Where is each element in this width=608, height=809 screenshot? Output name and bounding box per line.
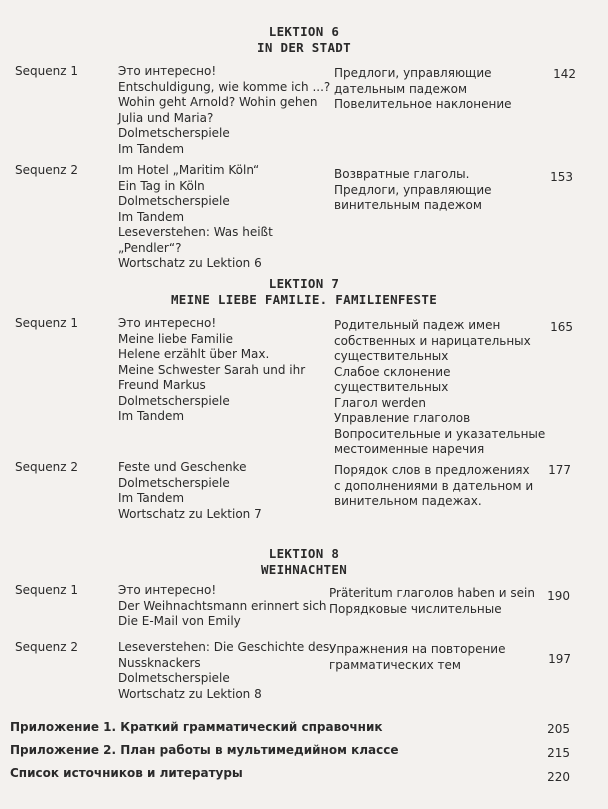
- topic-line: Dolmetscherspiele: [118, 194, 230, 208]
- lesson7-seq1-topics: [118, 316, 333, 425]
- lesson8-seq1-label: Sequenz 1: [15, 583, 78, 597]
- sources-label: Список источников и литературы: [10, 766, 243, 780]
- lesson6-seq1-topics: [118, 64, 333, 157]
- lesson8-subtitle: WEIHNACHTEN: [260, 562, 348, 577]
- topic-line: Wortschatz zu Lektion 8: [118, 686, 262, 701]
- lesson7-heading: [0, 276, 608, 308]
- grammar-line: Вопросительные и указательные: [334, 426, 546, 441]
- topic-line: Ein Tag in Köln: [118, 178, 205, 193]
- topic-line: Der Weihnachtsmann erinnert sich: [118, 598, 327, 613]
- lesson8-seq2-page: 197: [548, 652, 571, 666]
- grammar-line: Повелительное наклонение: [334, 97, 512, 111]
- topic-line: Im Tandem: [118, 141, 185, 156]
- lesson7-seq2-grammar: [334, 463, 539, 510]
- topic-line: Dolmetscherspiele: [118, 671, 230, 685]
- grammar-line: Глагол werden: [334, 395, 426, 410]
- lesson8-seq2-grammar: [329, 642, 534, 673]
- grammar-line: винительным падежом: [334, 198, 482, 212]
- grammar-line: существительных: [334, 380, 449, 394]
- topic-line: Helene erzählt über Max.: [118, 347, 270, 361]
- topic-line: Die E-Mail von Emily: [118, 614, 241, 628]
- topic-line: Leseverstehen: Was heißt: [118, 225, 273, 239]
- lesson7-seq1-grammar: [334, 318, 546, 458]
- topic-line: Dolmetscherspiele: [118, 393, 230, 408]
- lesson6-seq2-label: Sequenz 2: [15, 163, 78, 177]
- topic-line: Feste und Geschenke: [118, 460, 247, 474]
- lesson6-title: LEKTION 6: [268, 24, 340, 39]
- topic-line: Wortschatz zu Lektion 7: [118, 506, 262, 521]
- grammar-line: Präteritum глаголов haben и sein: [329, 586, 535, 600]
- lesson8-seq1-page: 190: [547, 589, 570, 603]
- grammar-line: грамматических тем: [329, 657, 461, 672]
- topic-line: Dolmetscherspiele: [118, 475, 230, 490]
- lesson8-seq1-grammar: [329, 586, 534, 617]
- lesson6-seq2-topics: [118, 163, 333, 272]
- lesson6-subtitle: IN DER STADT: [257, 40, 351, 55]
- appendix-2-page: 215: [547, 746, 570, 760]
- topic-line: Im Tandem: [118, 491, 185, 505]
- appendix-2-label: Приложение 2. План работы в мультимедийном классе: [10, 743, 399, 757]
- topic-line: Im Tandem: [118, 409, 185, 423]
- appendix-1-page: 205: [547, 722, 570, 736]
- grammar-line: винительном падежах.: [334, 494, 482, 508]
- grammar-line: с дополнениями в дательном и: [334, 478, 534, 493]
- grammar-line: Слабое склонение: [334, 364, 451, 379]
- lesson7-subtitle: MEINE LIEBE FAMILIE. FAMILIENFESTE: [170, 292, 438, 307]
- topic-line: Im Hotel „Maritim Köln“: [118, 163, 260, 177]
- sources-page: 220: [547, 770, 570, 784]
- topic-line: Meine liebe Familie: [118, 331, 233, 346]
- topic-line: Wohin geht Arnold? Wohin gehen: [118, 95, 318, 109]
- grammar-line: местоименные наречия: [334, 442, 485, 456]
- topic-line: Dolmetscherspiele: [118, 126, 230, 140]
- grammar-line: Родительный падеж имен: [334, 318, 501, 332]
- grammar-line: собственных и нарицательных: [334, 333, 531, 348]
- lesson8-seq2-topics: [118, 640, 333, 702]
- topic-line: Nussknackers: [118, 655, 201, 670]
- topic-line: Это интересно!: [118, 64, 217, 78]
- grammar-line: Управление глаголов: [334, 411, 471, 425]
- lesson6-seq2-grammar: [334, 167, 539, 214]
- lesson7-seq2-topics: [118, 460, 333, 522]
- topic-line: Это интересно!: [118, 583, 217, 597]
- topic-line: Im Tandem: [118, 209, 185, 224]
- topic-line: Meine Schwester Sarah und ihr: [118, 362, 306, 377]
- topic-line: Wortschatz zu Lektion 6: [118, 256, 262, 270]
- lesson8-seq1-topics: [118, 583, 333, 630]
- lesson8-seq2-label: Sequenz 2: [15, 640, 78, 654]
- lesson8-heading: [0, 546, 608, 578]
- topic-line: Julia und Maria?: [118, 110, 214, 125]
- lesson6-seq1-page: 142: [553, 67, 576, 81]
- grammar-line: дательным падежом: [334, 81, 468, 96]
- grammar-line: Предлоги, управляющие: [334, 66, 492, 80]
- lesson7-seq1-label: Sequenz 1: [15, 316, 78, 330]
- grammar-line: Порядок слов в предложениях: [334, 463, 530, 477]
- lesson6-seq1-label: Sequenz 1: [15, 64, 78, 78]
- appendix-1-label: Приложение 1. Краткий грамматический справочник: [10, 720, 383, 734]
- lesson7-seq1-page: 165: [550, 320, 573, 334]
- lesson6-seq2-page: 153: [550, 170, 573, 184]
- lesson6-heading: [0, 24, 608, 56]
- lesson7-seq2-label: Sequenz 2: [15, 460, 78, 474]
- topic-line: Freund Markus: [118, 378, 206, 392]
- grammar-line: Порядковые числительные: [329, 601, 502, 616]
- lesson7-title: LEKTION 7: [268, 276, 340, 291]
- topic-line: Leseverstehen: Die Geschichte des: [118, 640, 330, 654]
- topic-line: Entschuldigung, wie komme ich ...?: [118, 79, 331, 94]
- lesson7-seq2-page: 177: [548, 463, 571, 477]
- grammar-line: Упражнения на повторение: [329, 642, 506, 656]
- lesson8-title: LEKTION 8: [268, 546, 340, 561]
- grammar-line: Предлоги, управляющие: [334, 182, 492, 197]
- lesson6-seq1-grammar: [334, 66, 539, 113]
- grammar-line: Возвратные глаголы.: [334, 167, 470, 181]
- topic-line: „Pendler“?: [118, 240, 182, 255]
- topic-line: Это интересно!: [118, 316, 217, 330]
- grammar-line: существительных: [334, 349, 449, 363]
